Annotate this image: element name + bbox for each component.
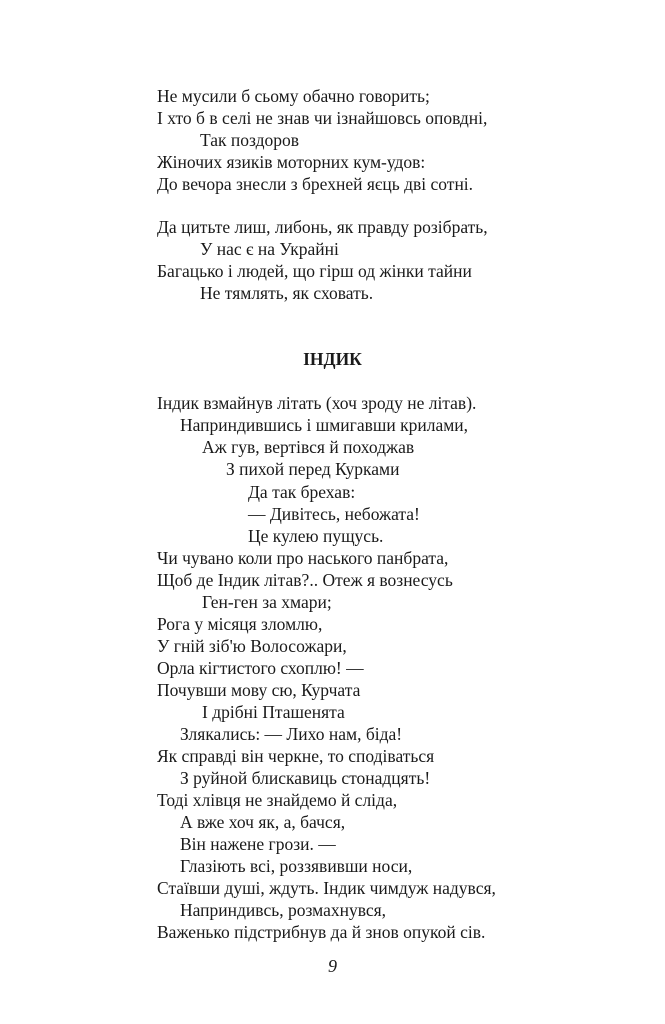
verse-line: Наприндивсь, розмахнувся,: [180, 900, 387, 920]
verse-line: Орла кігтистого схоплю! —: [157, 658, 364, 678]
verse-line: Не мусили б сьому обачно говорить;: [157, 86, 430, 106]
verse-line: Стаївши душі, ждуть. Індик чимдуж надувся,: [157, 878, 496, 898]
verse-line: Жіночих язиків моторних кум-удов:: [157, 152, 426, 172]
verse-line: Багацько і людей, що гірш од жінки тайни: [157, 261, 472, 281]
verse-line: Тоді хлівця не знайдемо й сліда,: [157, 790, 398, 810]
verse-line: У гній зіб'ю Волосожари,: [157, 636, 347, 656]
verse-line: З руйной блискавиць стонадцять!: [180, 768, 431, 788]
verse-line: Почувши мову сю, Курчата: [157, 680, 361, 700]
verse-line: Аж гув, вертівся й походжав: [202, 437, 415, 457]
page-number: 9: [328, 956, 337, 976]
verse-line: Це кулею пущусь.: [248, 526, 384, 546]
verse-line: А вже хоч як, а, бачся,: [180, 812, 346, 832]
verse-line: З пихой перед Курками: [226, 459, 400, 479]
verse-line: Індик взмайнув літать (хоч зроду не літав).: [157, 393, 477, 413]
verse-line: Наприндившись і шмигавши крилами,: [180, 415, 469, 435]
verse-line: Глазіють всі, роззявивши носи,: [180, 856, 413, 876]
verse-line: У нас є на Украйні: [200, 239, 339, 259]
verse-line: Рога у місяця зломлю,: [157, 614, 323, 634]
verse-line: До вечора знесли з брехней яєць дві сотні.: [157, 174, 474, 194]
verse-line: Не тямлять, як сховать.: [200, 283, 374, 303]
verse-line: Злякались: — Лихо нам, біда!: [180, 724, 403, 744]
verse-line: — Дивітесь, небожата!: [248, 504, 420, 524]
verse-line: І дрібні Пташенята: [202, 702, 345, 722]
verse-line: Ген-ген за хмари;: [202, 592, 332, 612]
verse-line: Він нажене грози. —: [180, 834, 336, 854]
verse-line: Як справді він черкне, то сподіваться: [157, 746, 435, 766]
verse-line: І хто б в селі не знав чи ізнайшовсь оповдні,: [157, 108, 488, 128]
verse-line: Так поздоров: [200, 130, 300, 150]
verse-line: Важенько підстрибнув да й знов опукой сів.: [157, 922, 486, 942]
verse-line: Да цитьте лиш, либонь, як правду розібрать,: [157, 217, 488, 237]
poem-title: ІНДИК: [303, 349, 362, 369]
verse-line: Да так брехав:: [248, 482, 356, 502]
verse-line: Чи чувано коли про наського панбрата,: [157, 548, 449, 568]
verse-line: Щоб де Індик літав?.. Отеж я вознесусь: [157, 570, 453, 590]
